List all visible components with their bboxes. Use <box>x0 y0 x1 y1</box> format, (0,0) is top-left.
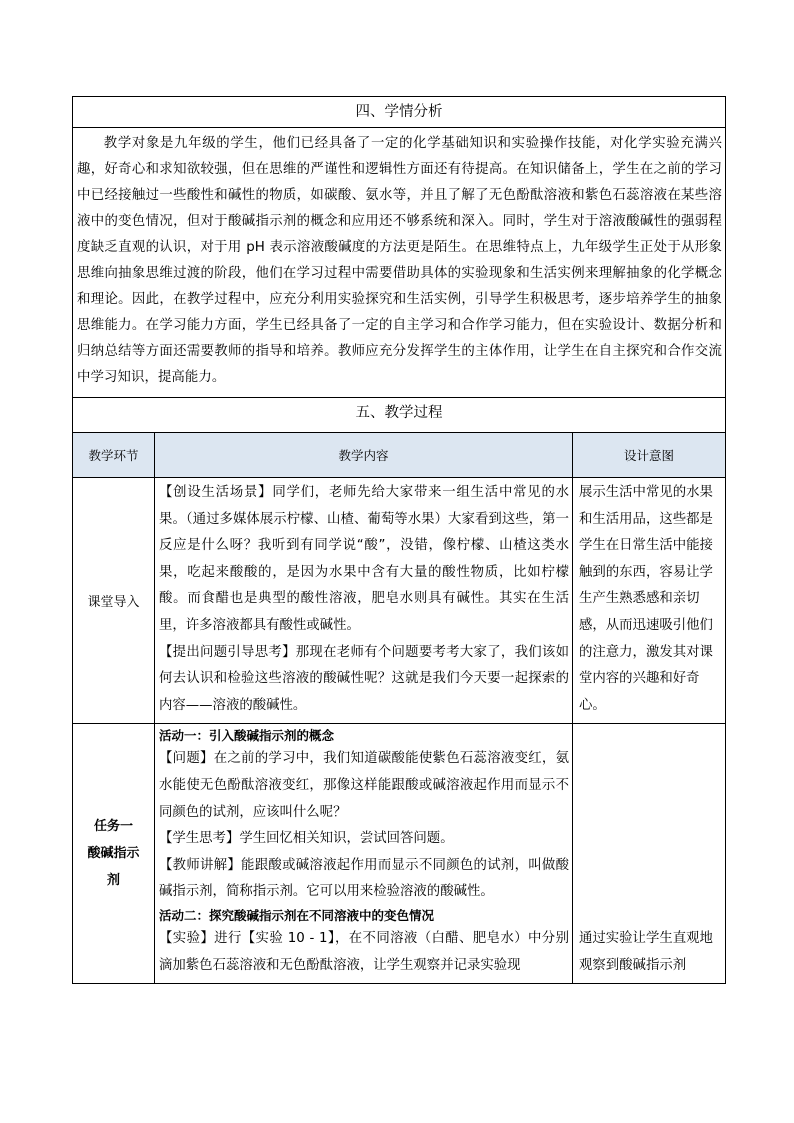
intent-task1: 通过实验让学生直观地观察到酸碱指示剂 <box>573 724 726 984</box>
section5-title: 五、教学过程 <box>73 398 726 433</box>
intent-intro: 展示生活中常见的水果和生活用品，这些都是学生在日常生活中能接触到的东西，容易让学生产生熟悉感和亲切感，从而迅速吸引他们的注意力，激发其对课堂内容的兴趣和好奇心。 <box>573 478 726 724</box>
content-paragraph: 【学生思考】学生回忆相关知识，尝试回答问题。 <box>159 831 454 847</box>
header-stage: 教学环节 <box>73 433 155 478</box>
section4-title: 四、学情分析 <box>73 97 726 128</box>
stage-task1 <box>73 724 155 984</box>
section5-title-row <box>73 398 726 433</box>
table-row-intro <box>73 478 726 724</box>
content-task1 <box>155 724 573 984</box>
content-paragraph: 【实验】进行【实验 10 - 1】，在不同溶液（白醋、肥皂水）中分别滴加紫色石蕊溶液和无色酚酞溶液，让学生观察并记录实验现 <box>159 930 569 973</box>
stage-task1-line: 任务一 <box>93 819 133 835</box>
stage-task1-line: 剂 <box>106 873 120 889</box>
stage-task1-line: 酸碱指示 <box>87 846 140 862</box>
stage-intro: 课堂导入 <box>73 478 155 724</box>
header-intent: 设计意图 <box>573 433 726 478</box>
content-paragraph: 【教师讲解】能跟酸或碱溶液起作用而显示不同颜色的试剂，叫做酸碱指示剂，简称指示剂。它可以用来检验溶液的酸碱性。 <box>159 857 569 900</box>
content-paragraph: 【创设生活场景】同学们，老师先给大家带来一组生活中常见的水果。（通过多媒体展示柠檬、山楂、葡萄等水果）大家看到这些，第一反应是什么呀？我听到有同学说“酸”，没错，像柠檬、山楂这类水果，吃起来酸酸的，是因为水果中含有大量的酸性物质，比如柠檬酸。而食醋也是典型的酸性溶液，肥皂水则具有碱性。其实在生活里，许多溶液都具有酸性或碱性。 <box>159 485 569 633</box>
table-row-task1 <box>73 724 726 984</box>
learner-analysis-paragraph: 教学对象是九年级的学生，他们已经具备了一定的化学基础知识和实验操作技能，对化学实验充满兴趣，好奇心和求知欲较强，但在思维的严谨性和逻辑性方面还有待提高。在知识储备上，学生在之前的学习中已经接触过一些酸性和碱性的物质，如碳酸、氨水等，并且了解了无色酚酞溶液和紫色石蕊溶液在某些溶液中的变色情况，但对于酸碱指示剂的概念和应用还不够系统和深入。同时，学生对于溶液酸碱性的强弱程度缺乏直观的认识，对于用 pH 表示溶液酸碱度的方法更是陌生。在思维特点上，九年级学生正处于从形象思维向抽象思维过渡的阶段，他们在学习过程中需要借助具体的实验现象和生活实例来理解抽象的化学概念和理论。因此，在教学过程中，应充分利用实验探究和生活实例，引导学生积极思考，逐步培养学生的抽象思维能力。在学习能力方面，学生已经具备了一定的自主学习和合作学习能力，但在实验设计、数据分析和归纳总结等方面还需要教师的指导和培养。教师应充分发挥学生的主体作用，让学生在自主探究和合作交流中学习知识，提高能力。 <box>77 136 723 385</box>
activity-heading: 活动一：引入酸碱指示剂的概念 <box>159 728 335 744</box>
learner-analysis-text <box>73 128 726 398</box>
content-paragraph: 【问题】在之前的学习中，我们知道碳酸能使紫色石蕊溶液变红，氨水能使无色酚酞溶液变红，那像这样能跟酸或碱溶液起作用而显示不同颜色的试剂，应该叫什么呢？ <box>159 751 569 820</box>
activity-heading: 活动二：探究酸碱指示剂在不同溶液中的变色情况 <box>159 907 435 923</box>
table-header-row <box>73 433 726 478</box>
section4-title-row <box>73 97 726 128</box>
content-intro <box>155 478 573 724</box>
lesson-plan-table <box>72 96 726 984</box>
section4-body-row <box>73 128 726 398</box>
content-paragraph: 【提出问题引导思考】那现在老师有个问题要考考大家了，我们该如何去认识和检验这些溶液的酸碱性呢？这就是我们今天要一起探索的内容——溶液的酸碱性。 <box>159 644 569 713</box>
header-content: 教学内容 <box>155 433 573 478</box>
